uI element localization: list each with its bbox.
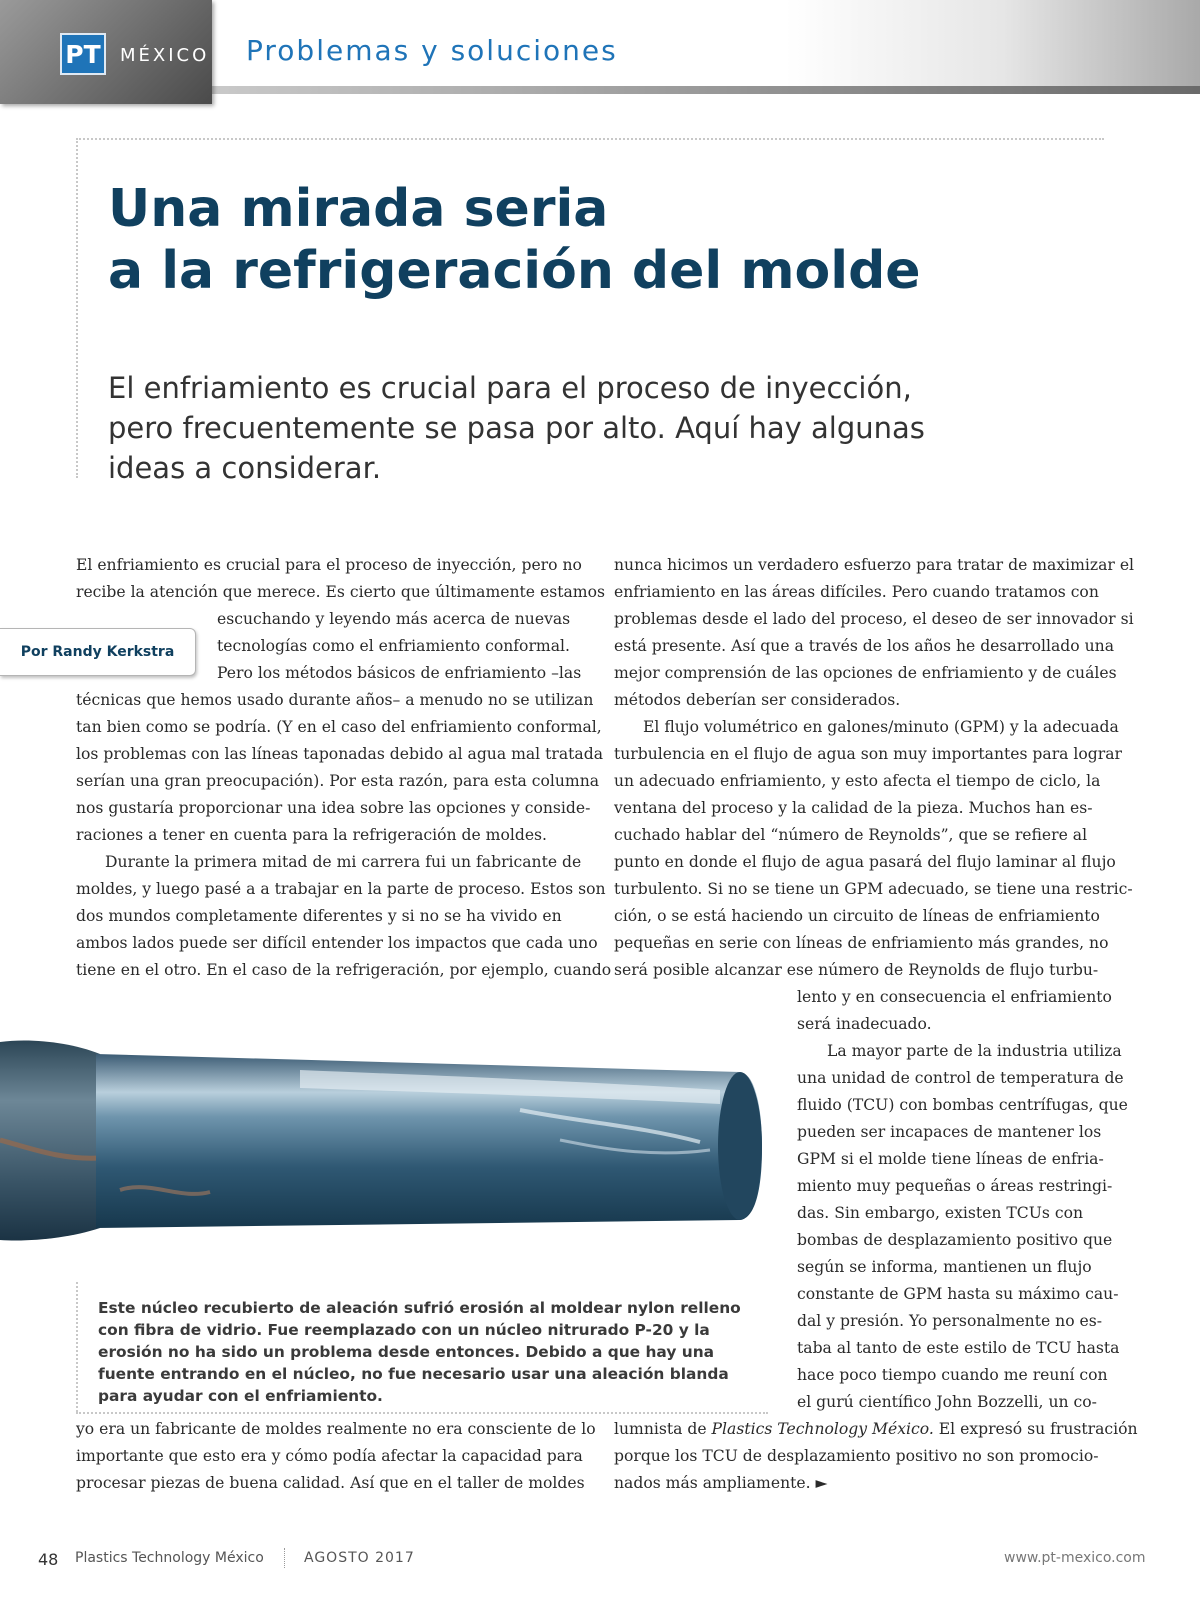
body-line: el gurú científico John Bozzelli, un co- <box>797 1393 1097 1411</box>
body-line: serían una gran preocupación). Por esta razón, para esta columna <box>76 772 600 790</box>
body-line: El flujo volumétrico en galones/minuto (GPM) y la adecuada <box>643 718 1119 736</box>
body-line: mejor comprensión de las opciones de enfriamiento y de cuáles <box>614 664 1117 682</box>
body-line-part: lumnista de <box>614 1420 712 1438</box>
body-line: procesar piezas de buena calidad. Así que en el taller de moldes <box>76 1474 585 1492</box>
body-line: GPM si el molde tiene líneas de enfria- <box>797 1150 1104 1168</box>
body-line: dal y presión. Yo personalmente no es- <box>797 1312 1103 1330</box>
body-line: según se informa, mantienen un flujo <box>797 1258 1092 1276</box>
body-line: lento y en consecuencia el enfriamiento <box>797 988 1112 1006</box>
magazine-name-italic: Plastics Technology México. <box>711 1420 934 1438</box>
body-line <box>614 1416 1138 1444</box>
body-line: La mayor parte de la industria utiliza <box>827 1042 1122 1060</box>
country-label: MÉXICO <box>120 45 210 66</box>
body-line: está presente. Así que a través de los años he desarrollado una <box>614 637 1114 655</box>
body-line: cuchado hablar del “número de Reynolds”, que se refiere al <box>614 826 1088 844</box>
body-line: bombas de desplazamiento positivo que <box>797 1231 1113 1249</box>
photo-caption: Este núcleo recubierto de aleación sufrió erosión al moldear nylon relleno con fibra de vidrio. Fue reemplazado con un núcleo nitrurado P-20 y la erosión no ha sido un problema desde entonces. Debido a que hay una fuente entrando en el núcleo, no fue necesario usar una aleación blanda para ayudar con el enfriamiento. <box>98 1299 741 1405</box>
body-line: turbulento. Si no se tiene un GPM adecuado, se tiene una restric- <box>614 880 1133 898</box>
page-number: 48 <box>38 1550 59 1569</box>
body-line: moldes, y luego pasé a a trabajar en la parte de proceso. Estos son <box>76 880 606 898</box>
body-line-part: El expresó su frustración <box>933 1420 1138 1438</box>
frame-left-rule <box>76 138 78 478</box>
body-line: taba al tanto de este estilo de TCU hasta <box>797 1339 1120 1357</box>
body-line: pequeñas en serie con líneas de enfriamiento más grandes, no <box>614 934 1109 952</box>
body-line: turbulencia en el flujo de agua son muy importantes para lograr <box>614 745 1122 763</box>
body-line: fluido (TCU) con bombas centrífugas, que <box>797 1096 1128 1114</box>
body-line: nados más ampliamente. ► <box>614 1474 828 1492</box>
body-line: técnicas que hemos usado durante años– a menudo no se utilizan <box>76 691 594 709</box>
body-line: constante de GPM hasta su máximo cau- <box>797 1285 1119 1303</box>
body-line: raciones a tener en cuenta para la refrigeración de moldes. <box>76 826 548 844</box>
body-line: yo era un fabricante de moldes realmente no era consciente de lo <box>76 1420 596 1438</box>
section-title: Problemas y soluciones <box>246 34 618 67</box>
title-line-2: a la refrigeración del molde <box>108 241 921 301</box>
body-line: tan bien como se podría. (Y en el caso del enfriamiento conformal, <box>76 718 602 736</box>
body-line: pueden ser incapaces de mantener los <box>797 1123 1102 1141</box>
body-line: importante que esto era y cómo podía afectar la capacidad para <box>76 1447 583 1465</box>
byline-tab: Por Randy Kerkstra <box>0 628 196 676</box>
pt-logo[interactable]: PT <box>60 33 106 75</box>
frame-top-rule <box>76 138 1104 140</box>
body-line: escuchando y leyendo más acerca de nuevas <box>217 610 571 628</box>
body-line: los problemas con las líneas taponadas debido al agua mal tratada <box>76 745 603 763</box>
body-line: dos mundos completamente diferentes y si no se ha vivido en <box>76 907 562 925</box>
body-line: nos gustaría proporcionar una idea sobre las opciones y conside- <box>76 799 591 817</box>
body-line: ción, o se está haciendo un circuito de líneas de enfriamiento <box>614 907 1100 925</box>
body-line: hace poco tiempo cuando me reuní con <box>797 1366 1108 1384</box>
body-line: será posible alcanzar ese número de Reynolds de flujo turbu- <box>614 961 1099 979</box>
body-line: ventana del proceso y la calidad de la pieza. Muchos han es- <box>614 799 1093 817</box>
body-line: Pero los métodos básicos de enfriamiento –las <box>217 664 582 682</box>
body-line: tiene en el otro. En el caso de la refrigeración, por ejemplo, cuando <box>76 961 612 979</box>
website-link[interactable]: www.pt-mexico.com <box>1004 1550 1146 1566</box>
frame-lower-bottom-rule <box>76 1412 768 1414</box>
body-line: recibe la atención que merece. Es cierto que últimamente estamos <box>76 583 605 601</box>
magazine-name: Plastics Technology México <box>75 1550 264 1566</box>
body-line: enfriamiento en las áreas difíciles. Pero cuando tratamos con <box>614 583 1099 601</box>
body-line: Durante la primera mitad de mi carrera fui un fabricante de <box>105 853 582 871</box>
body-line: problemas desde el lado del proceso, el deseo de ser innovador si <box>614 610 1134 628</box>
body-line: ambos lados puede ser difícil entender los impactos que cada uno <box>76 934 598 952</box>
body-line: punto en donde el flujo de agua pasará del flujo laminar al flujo <box>614 853 1116 871</box>
body-line: das. Sin embargo, existen TCUs con <box>797 1204 1084 1222</box>
body-line: nunca hicimos un verdadero esfuerzo para tratar de maximizar el <box>614 556 1135 574</box>
article-title <box>108 178 921 302</box>
title-line-1: Una mirada seria <box>108 179 609 239</box>
frame-lower-left-rule <box>76 1282 78 1412</box>
body-line: tecnologías como el enfriamiento conformal. <box>217 637 570 655</box>
body-line: será inadecuado. <box>797 1015 932 1033</box>
article-deck: El enfriamiento es crucial para el proceso de inyección, pero frecuentemente se pasa por alto. Aquí hay algunas ideas a considerar. <box>108 371 925 485</box>
body-line: porque los TCU de desplazamiento positivo no son promocio- <box>614 1447 1099 1465</box>
header-bar-rule <box>212 86 1200 94</box>
footer-separator <box>284 1548 285 1568</box>
body-line: un adecuado enfriamiento, y esto afecta el tiempo de ciclo, la <box>614 772 1101 790</box>
body-line: El enfriamiento es crucial para el proceso de inyección, pero no <box>76 556 582 574</box>
body-line: miento muy pequeñas o áreas restringi- <box>797 1177 1113 1195</box>
body-line: métodos deberían ser considerados. <box>614 691 901 709</box>
issue-date: AGOSTO 2017 <box>304 1550 415 1566</box>
body-line: una unidad de control de temperatura de <box>797 1069 1124 1087</box>
eroded-core-photo <box>0 1030 770 1260</box>
